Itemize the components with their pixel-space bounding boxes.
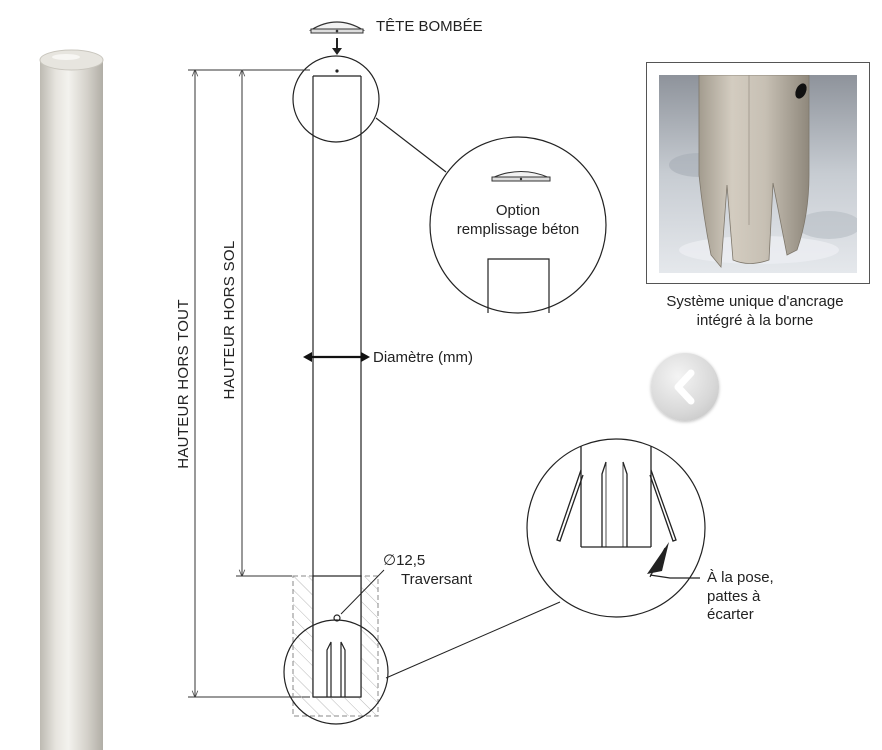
pose-label-3: écarter bbox=[707, 606, 754, 623]
anchor-photo-frame bbox=[646, 62, 870, 284]
photo-caption bbox=[640, 292, 870, 330]
remplissage-label: remplissage béton bbox=[456, 221, 580, 238]
trou-diametre-label: ∅12,5 bbox=[383, 552, 426, 569]
dome-cap-icon bbox=[311, 22, 363, 33]
pose-label-1: À la pose, bbox=[707, 569, 774, 586]
anchor-photo bbox=[659, 75, 857, 273]
chevron-left-icon bbox=[651, 353, 719, 421]
option-detail-circle bbox=[430, 137, 606, 313]
previous-button[interactable] bbox=[651, 353, 719, 421]
hauteur-hors-tout-label: HAUTEUR HORS TOUT bbox=[175, 299, 192, 469]
bollard-render bbox=[40, 50, 103, 750]
leader-line-bottom bbox=[386, 602, 560, 678]
dimension-hors-tout bbox=[188, 70, 310, 697]
anchor-detail-circle bbox=[527, 439, 705, 617]
traversant-label: Traversant bbox=[401, 571, 473, 588]
photo-caption-line1: Système unique d'ancrage bbox=[666, 293, 844, 310]
diametre-label: Diamètre (mm) bbox=[373, 349, 473, 366]
tete-bombee-label: TÊTE BOMBÉE bbox=[376, 18, 483, 35]
pose-label-2: pattes à bbox=[707, 588, 761, 605]
down-arrow-icon bbox=[332, 38, 342, 55]
dimension-hors-sol bbox=[236, 70, 292, 576]
top-detail-circle bbox=[293, 56, 379, 142]
hauteur-hors-sol-label: HAUTEUR HORS SOL bbox=[221, 240, 238, 400]
photo-caption-line2: intégré à la borne bbox=[696, 312, 814, 329]
option-label: Option bbox=[495, 202, 541, 219]
concrete-foundation bbox=[293, 576, 378, 716]
leader-line-top bbox=[376, 118, 446, 172]
